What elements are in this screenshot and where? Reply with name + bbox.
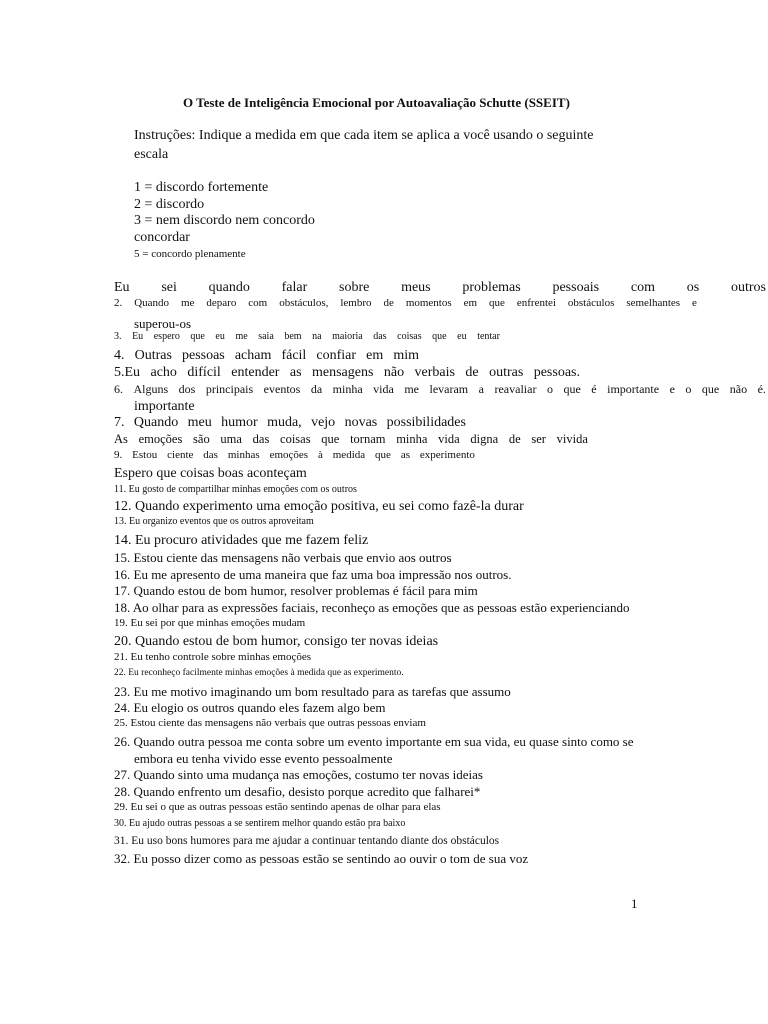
item-word: medida [332,449,366,461]
item-word: minha [332,382,363,396]
item-word: e [669,382,675,396]
questionnaire-item: 24. Eu elogio os outros quando eles fazem algo bem [114,700,386,715]
item-word: pessoas [181,348,225,363]
item-word: muda, [267,415,302,430]
item-word: novas [344,415,378,430]
questionnaire-item: 19. Eu sei por que minhas emoções mudam [114,617,306,629]
questionnaire-item: 11. Eu gosto de compartilhar minhas emoções com os outros [114,484,357,495]
questionnaire-item [114,280,766,296]
item-word: experimento [419,449,475,461]
item-word: espero [153,331,180,342]
questionnaire-item [114,348,419,364]
item-word: na [312,331,322,342]
questionnaire-item: 17. Quando estou de bom humor, resolver problemas é fácil para mim [114,583,478,598]
item-word: Eu [132,331,144,342]
item-word: uma [220,432,242,446]
questionnaire-item: 15. Estou ciente das mensagens não verbais que envio aos outros [114,550,452,565]
item-word: digna [470,432,499,446]
item-word: obstáculos, [279,297,329,309]
item-word: o [546,382,553,396]
questionnaire-item [114,432,588,447]
questionnaire-item: importante [134,399,195,414]
item-word: vida [373,382,394,396]
item-word: me [235,331,248,342]
item-word: possibilidades [386,415,466,430]
item-word: não [383,365,405,380]
item-word: são [193,432,210,446]
item-word: tornam [350,432,386,446]
item-word: eu [215,331,225,342]
item-word: pessoais [552,280,600,295]
item-word: ser [531,432,546,446]
item-word: minhas [227,449,260,461]
item-word: fácil [281,348,307,363]
item-word: 7. [114,415,125,430]
item-word: que [489,297,505,309]
questionnaire-item: 23. Eu me motivo imaginando um bom resultado para as tarefas que assumo [114,684,511,699]
item-word: de [508,432,521,446]
item-word: dos [178,382,196,396]
item-word: de [465,365,479,380]
item-word: tentar [477,331,500,342]
scale-option: 1 = discordo fortemente [134,180,269,195]
questionnaire-item: 25. Estou ciente das mensagens não verbais que outras pessoas enviam [114,717,426,729]
item-word: que [375,449,391,461]
item-word: em [463,297,478,309]
item-word: com [630,280,655,295]
item-word: ciente [167,449,194,461]
item-word: não [729,382,748,396]
item-word: As [114,432,128,446]
questionnaire-item: 27. Quando sinto uma mudança nas emoções, costumo ter novas ideias [114,767,483,782]
item-word: 2. [114,297,123,309]
item-word: Alguns [133,382,169,396]
item-word: com [248,297,268,309]
item-word: confiar [316,348,357,363]
item-word: bem [284,331,302,342]
item-word: me [404,382,419,396]
questionnaire-item: 26. Quando outra pessoa me conta sobre um evento importante em sua vida, eu quase sinto como se [114,734,634,749]
questionnaire-item: 12. Quando experimento uma emoção positiva, eu sei como fazê-la durar [114,499,524,514]
item-word: principais [205,382,254,396]
item-word: problemas [462,280,521,295]
questionnaire-item [114,297,697,309]
item-word: emoções [138,432,183,446]
scale-option: concordar [134,230,190,245]
item-word: levaram [429,382,469,396]
questionnaire-item: 22. Eu reconheço facilmente minhas emoções à medida que as experimento. [114,668,404,678]
questionnaire-item: 30. Eu ajudo outras pessoas a se sentirem melhor quando estão pra baixo [114,818,406,829]
questionnaire-item [114,415,466,431]
item-word: 4. [114,348,125,363]
questionnaire-item [114,449,475,461]
questionnaire-item: 13. Eu organizo eventos que os outros aproveitam [114,516,314,527]
item-word: à [317,449,323,461]
item-word: eventos [263,382,301,396]
item-word: é. [757,382,766,396]
item-word: da [310,382,323,396]
item-word: que [190,331,205,342]
item-word: difícil [187,365,221,380]
item-word: falar [281,280,308,295]
item-word: em [366,348,384,363]
item-word: pessoas. [533,365,580,380]
item-word: deparo [206,297,237,309]
questionnaire-item: 14. Eu procuro atividades que me fazem feliz [114,533,369,548]
item-word: importante [607,382,660,396]
item-word: quando [208,280,250,295]
item-word: enfrentei [516,297,556,309]
item-word: de [383,297,394,309]
questionnaire-item [114,382,766,397]
scale-option: 3 = nem discordo nem concordo [134,213,315,228]
item-word: e [692,297,697,309]
item-word: maioria [332,331,363,342]
questionnaire-item: 28. Quando enfrento um desafio, desisto porque acredito que falharei* [114,784,481,799]
item-word: entender [231,365,280,380]
questionnaire-item: 31. Eu uso bons humores para me ajudar a continuar tentando diante dos obstáculos [114,835,500,847]
item-word: outras [489,365,524,380]
questionnaire-item: 18. Ao olhar para as expressões faciais, reconheço as emoções que as pessoas estão experienciando [114,600,630,615]
questionnaire-item: 32. Eu posso dizer como as pessoas estão se sentindo ao ouvir o tom de sua voz [114,851,529,866]
item-word: das [252,432,270,446]
questionnaire-item: 16. Eu me apresento de uma maneira que faz uma boa impressão nos outros. [114,567,512,582]
page-number: 1 [631,896,638,911]
questionnaire-item: Espero que coisas boas aconteçam [114,466,307,481]
item-word: Eu [114,280,130,295]
questionnaire-item: 21. Eu tenho controle sobre minhas emoções [114,651,312,663]
item-word: reavaliar [494,382,537,396]
item-word: Quando [133,415,179,430]
questionnaire-item: superou-os [134,316,192,331]
item-word: verbais [414,365,455,380]
item-word: as [289,365,302,380]
scale-option: 5 = concordo plenamente [134,248,246,260]
questionnaire-item: embora eu tenha vivido esse evento pessoalmente [134,751,393,766]
item-word: meu [187,415,212,430]
item-word: que [563,382,581,396]
item-word: mim [393,348,419,363]
questionnaire-item: 20. Quando estou de bom humor, consigo ter novas ideias [114,634,439,649]
scale-option: 2 = discordo [134,197,205,212]
item-word: vejo [311,415,336,430]
item-word: das [203,449,218,461]
item-word: os [686,280,700,295]
instructions-text-continued: escala [134,147,169,162]
item-word: é [591,382,597,396]
document-title: O Teste de Inteligência Emocional por Autoavaliação Schutte (SSEIT) [183,95,570,110]
item-word: saia [258,331,274,342]
item-word: me [180,297,195,309]
item-word: vida [438,432,460,446]
item-word: acham [234,348,272,363]
item-word: que [432,331,447,342]
item-word: coisas [280,432,311,446]
item-word: que [321,432,340,446]
item-word: meus [401,280,431,295]
item-word: 9. [114,449,123,461]
item-word: momentos [405,297,452,309]
item-word: Outras [134,348,172,363]
item-word: a [478,382,484,396]
item-word: 3. [114,331,122,342]
item-word: mensagens [312,365,374,380]
item-word: lembro [340,297,372,309]
item-word: eu [457,331,467,342]
item-word: sei [161,280,177,295]
item-word: 5.Eu [114,365,141,380]
item-word: Estou [132,449,158,461]
questionnaire-item: 29. Eu sei o que as outras pessoas estão sentindo apenas de olhar para elas [114,801,441,813]
item-word: emoções [269,449,309,461]
item-word: humor [221,415,258,430]
item-word: acho [150,365,177,380]
item-word: que [701,382,720,396]
item-word: Quando [134,297,170,309]
item-word: semelhantes [626,297,681,309]
item-word: as [400,449,411,461]
item-word: obstáculos [567,297,615,309]
instructions-text: Instruções: Indique a medida em que cada item se aplica a você usando o seguinte [134,128,594,143]
item-word: minha [396,432,428,446]
item-word: outros [730,280,766,295]
item-word: sobre [339,280,370,295]
questionnaire-item [114,365,580,381]
item-word: coisas [397,331,422,342]
item-word: das [373,331,387,342]
questionnaire-item [114,331,500,342]
item-word: 6. [114,382,123,396]
item-word: o [685,382,692,396]
item-word: vivida [556,432,588,446]
